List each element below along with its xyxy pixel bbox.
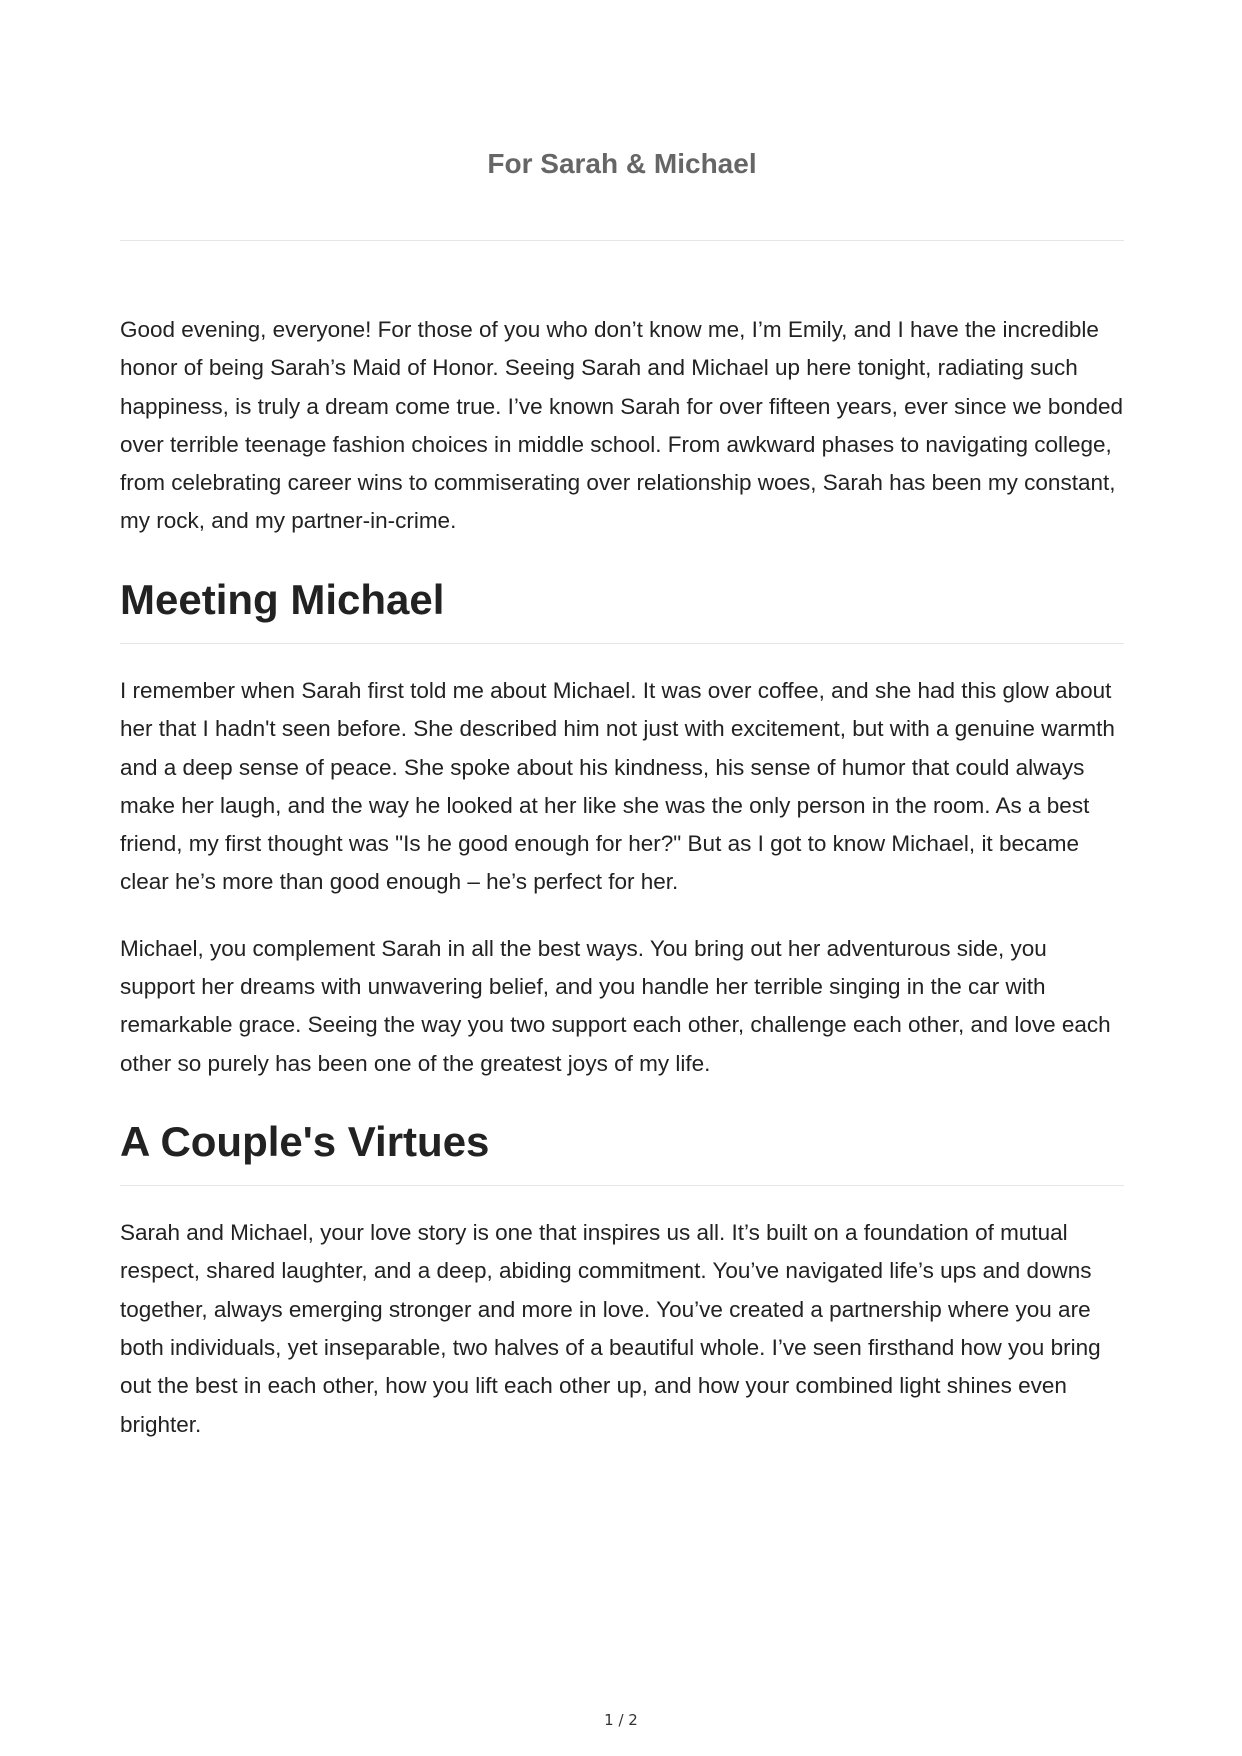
body-paragraph: Michael, you complement Sarah in all the best ways. You bring out her adventurous side, you support her dreams with unwavering belief, and you handle her terrible singing in the car with remarkable grace. Seeing the way you two support each other, challenge each other, and love each other so purely has been one of the greatest joys of my life. [120,935,1111,1076]
section-divider [120,643,1124,644]
section-heading: A Couple's Virtues [120,1117,490,1165]
document-body [120,311,1124,1444]
intro-paragraph: Good evening, everyone! For those of you who don’t know me, I’m Emily, and I have the incredible honor of being Sarah’s Maid of Honor. Seeing Sarah and Michael up here tonight, radiating such happiness, is truly a dream come true. I’ve known Sarah for over fifteen years, ever since we bonded over terrible teenage fashion choices in middle school. From awkward phases to navigating college, from celebrating career wins to commiserating over relationship woes, Sarah has been my constant, my rock, and my partner-in-crime. [120,317,1124,534]
section-heading: Meeting Michael [120,575,445,623]
section-divider [120,1185,1124,1186]
body-paragraph: Sarah and Michael, your love story is one that inspires us all. It’s built on a foundation of mutual respect, shared laughter, and a deep, abiding commitment. You’ve navigated life’s ups and downs together, always emerging stronger and more in love. You’ve created a partnership where you are both individuals, yet inseparable, two halves of a beautiful whole. I’ve seen firsthand how you bring out the best in each other, how you lift each other up, and how your combined light shines even brighter. [120,1220,1101,1437]
document-title: For Sarah & Michael [487,148,757,179]
page-number: 1 / 2 [604,1711,638,1729]
section-meeting-michael [120,577,1124,1083]
header-divider [120,240,1124,241]
body-paragraph: I remember when Sarah first told me about Michael. It was over coffee, and she had this glow about her that I hadn't seen before. She described him not just with excitement, but with a genuine warmth and a deep sense of peace. She spoke about his kindness, his sense of humor that could always make her laugh, and the way he looked at her like she was the only person in the room. As a best friend, my first thought was "Is he good enough for her?" But as I got to know Michael, it became clear he’s more than good enough – he’s perfect for her. [120,677,1115,895]
section-couples-virtues [120,1119,1124,1444]
